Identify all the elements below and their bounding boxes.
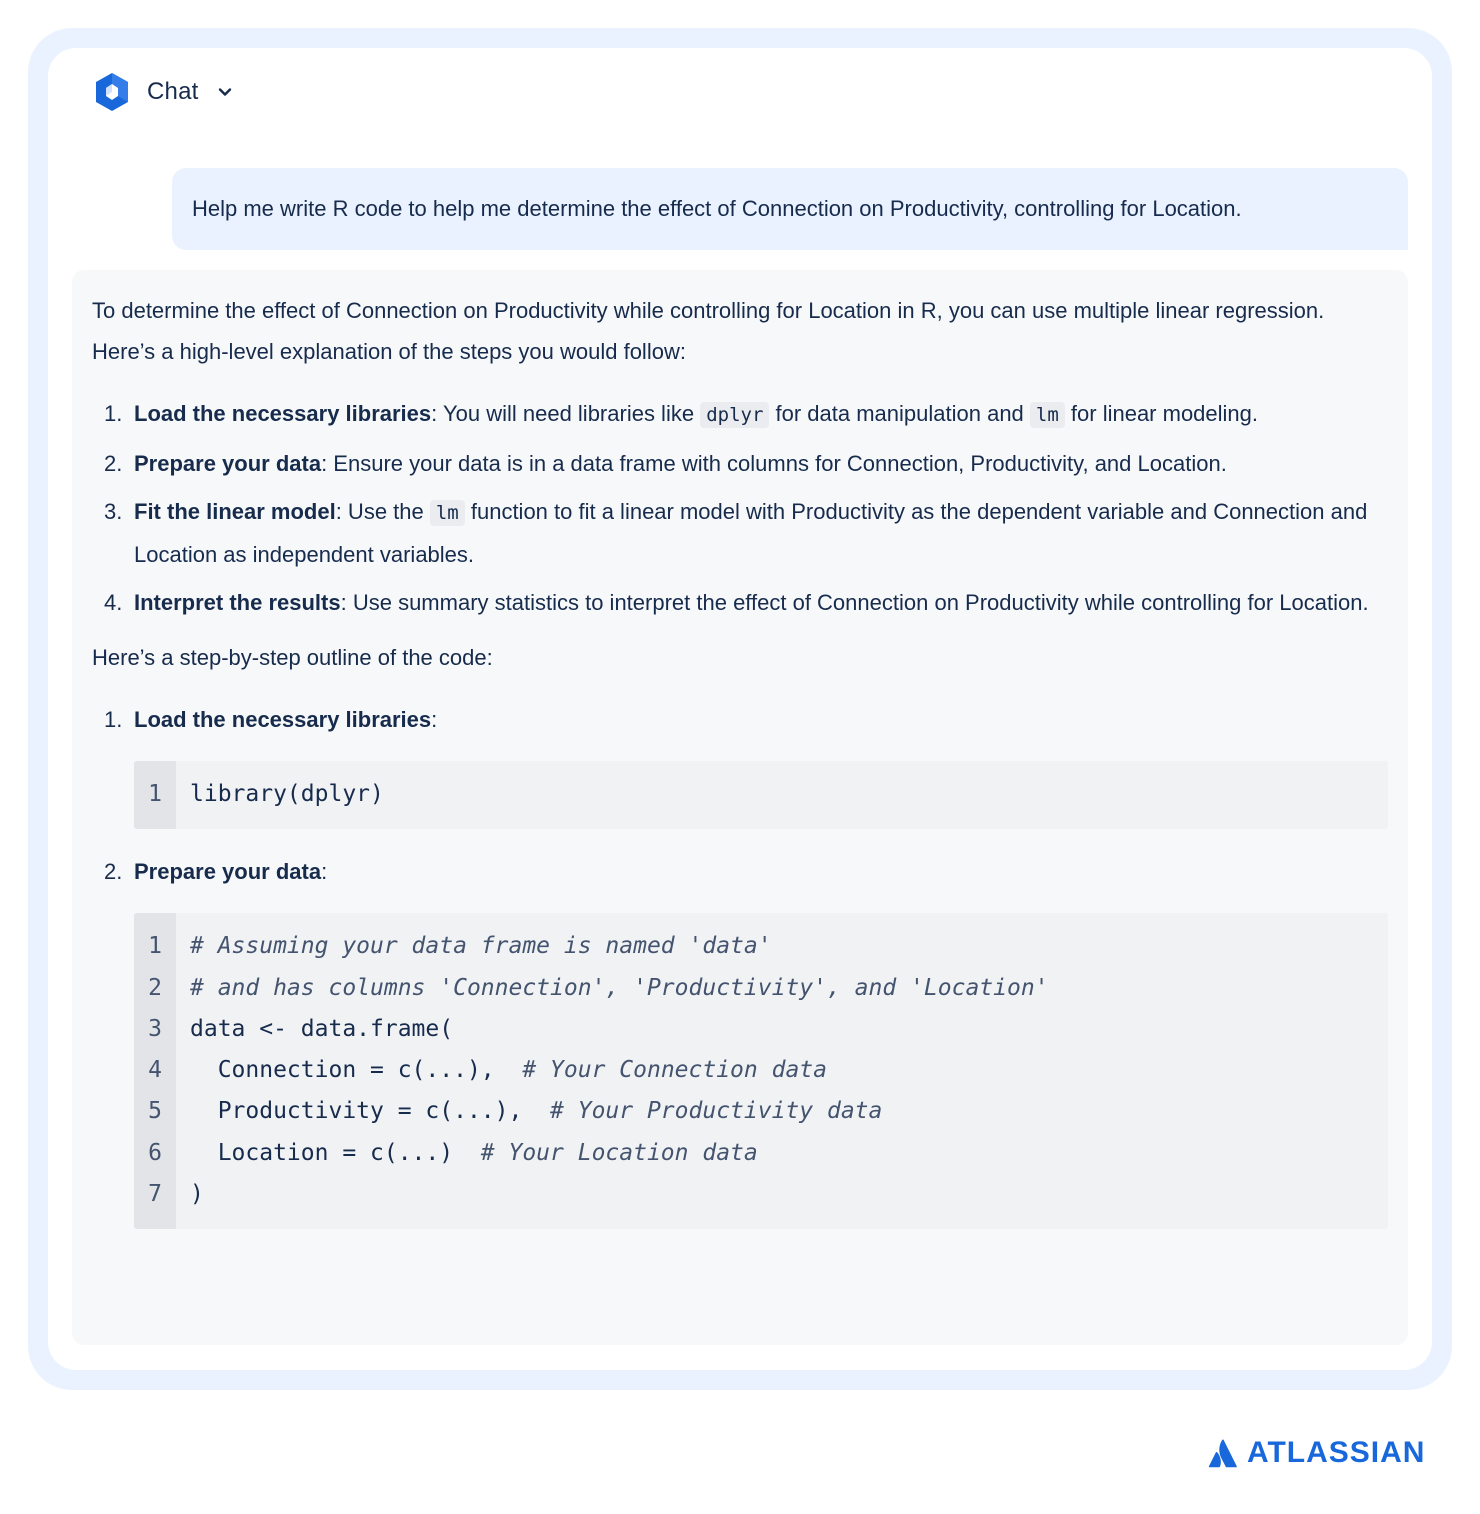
list-number: 1. (104, 707, 123, 732)
list-item (92, 699, 1388, 851)
chat-title[interactable]: Chat (147, 78, 199, 105)
code-steps-list (92, 699, 1388, 1229)
code-block[interactable] (134, 913, 1388, 1229)
chevron-down-icon[interactable] (217, 84, 233, 100)
line-number: 5 (148, 1098, 162, 1125)
step-text: for linear modeling. (1064, 401, 1259, 426)
code-text: Connection = c(...), (190, 1057, 523, 1084)
atlassian-logo (1208, 1436, 1425, 1470)
list-number: 2. (104, 859, 123, 885)
chat-panel (48, 48, 1432, 1370)
step-title: Interpret the results (134, 590, 341, 615)
line-number: 1 (148, 933, 162, 960)
step-text: : Ensure your data is in a data frame with columns for Connection, Productivity, and Location. (321, 451, 1227, 476)
line-number: 6 (148, 1139, 162, 1166)
code-text: Productivity = c(...), (190, 1098, 551, 1125)
code-line (190, 774, 384, 815)
list-item (92, 851, 1388, 1229)
list-number: 1. (104, 401, 123, 426)
inline-code: lm (1030, 402, 1065, 428)
code-comment: # Your Location data (480, 1139, 758, 1166)
assistant-reply (72, 270, 1408, 1345)
step-text: : You will need libraries like (431, 401, 701, 426)
explanation-steps-list (92, 393, 1388, 623)
code-line (190, 1009, 1049, 1050)
list-item (92, 443, 1388, 484)
reply-intro: To determine the effect of Connection on Productivity while controlling for Location in R, you can use multiple linear regression. Here’s a high-level explanation of the steps you would follow: (92, 298, 1325, 364)
code-line (190, 1174, 1049, 1215)
code-text: Location = c(...) (190, 1139, 481, 1166)
code-block[interactable] (134, 761, 1388, 829)
code-comment: # and has columns 'Connection', 'Productivity', and 'Location' (190, 974, 1049, 1001)
step-suffix: : (431, 707, 438, 732)
step-text: for data manipulation and (769, 401, 1030, 426)
list-item (92, 491, 1388, 575)
atlassian-wordmark: ATLASSIAN (1247, 1436, 1426, 1469)
atlassian-logo-icon (1208, 1438, 1238, 1468)
code-comment: # Your Connection data (522, 1057, 827, 1084)
line-number-gutter (134, 913, 176, 1229)
step-title: Load the necessary libraries (134, 707, 432, 732)
chat-window-frame (28, 28, 1452, 1390)
step-text: : Use summary statistics to interpret the effect of Connection on Productivity while controlling for Location. (340, 590, 1369, 615)
line-number: 7 (148, 1181, 162, 1208)
step-title: Load the necessary libraries (134, 401, 432, 426)
code-outline-intro: Here’s a step-by-step outline of the code: (92, 645, 493, 670)
code-lines (176, 761, 384, 829)
code-line (190, 1091, 1049, 1132)
user-message-bubble (172, 168, 1408, 250)
inline-code: lm (430, 500, 465, 526)
step-text: : Use the (335, 499, 430, 524)
code-lines (176, 913, 1049, 1229)
line-number-gutter (134, 761, 176, 829)
line-number: 4 (148, 1057, 162, 1084)
list-item (92, 582, 1388, 623)
chat-header (94, 72, 233, 112)
inline-code: dplyr (700, 402, 769, 428)
code-text: data <- data.frame( (190, 1015, 454, 1042)
user-message-text: Help me write R code to help me determine the effect of Connection on Productivity, controlling for Location. (192, 196, 1242, 221)
code-line (190, 1133, 1049, 1174)
code-comment: # Assuming your data frame is named 'data' (190, 933, 772, 960)
code-line (190, 926, 1049, 967)
step-suffix: : (321, 859, 328, 885)
line-number: 2 (148, 974, 162, 1001)
list-number: 4. (104, 590, 123, 615)
rovo-logo-icon (94, 72, 130, 112)
code-line (190, 1050, 1049, 1091)
code-line (190, 968, 1049, 1009)
code-text: library(dplyr) (190, 781, 384, 807)
step-title: Prepare your data (134, 859, 322, 885)
step-text: function to fit a linear model with Productivity as the dependent variable and Connection and Location as independent variables. (134, 499, 1368, 567)
list-item (92, 393, 1388, 436)
line-number: 3 (148, 1015, 162, 1042)
list-number: 2. (104, 451, 123, 476)
code-comment: # Your Productivity data (550, 1098, 883, 1125)
step-title: Prepare your data (134, 451, 322, 476)
code-text: ) (190, 1181, 204, 1208)
line-number: 1 (148, 781, 162, 807)
list-number: 3. (104, 499, 123, 524)
step-title: Fit the linear model (134, 499, 336, 524)
